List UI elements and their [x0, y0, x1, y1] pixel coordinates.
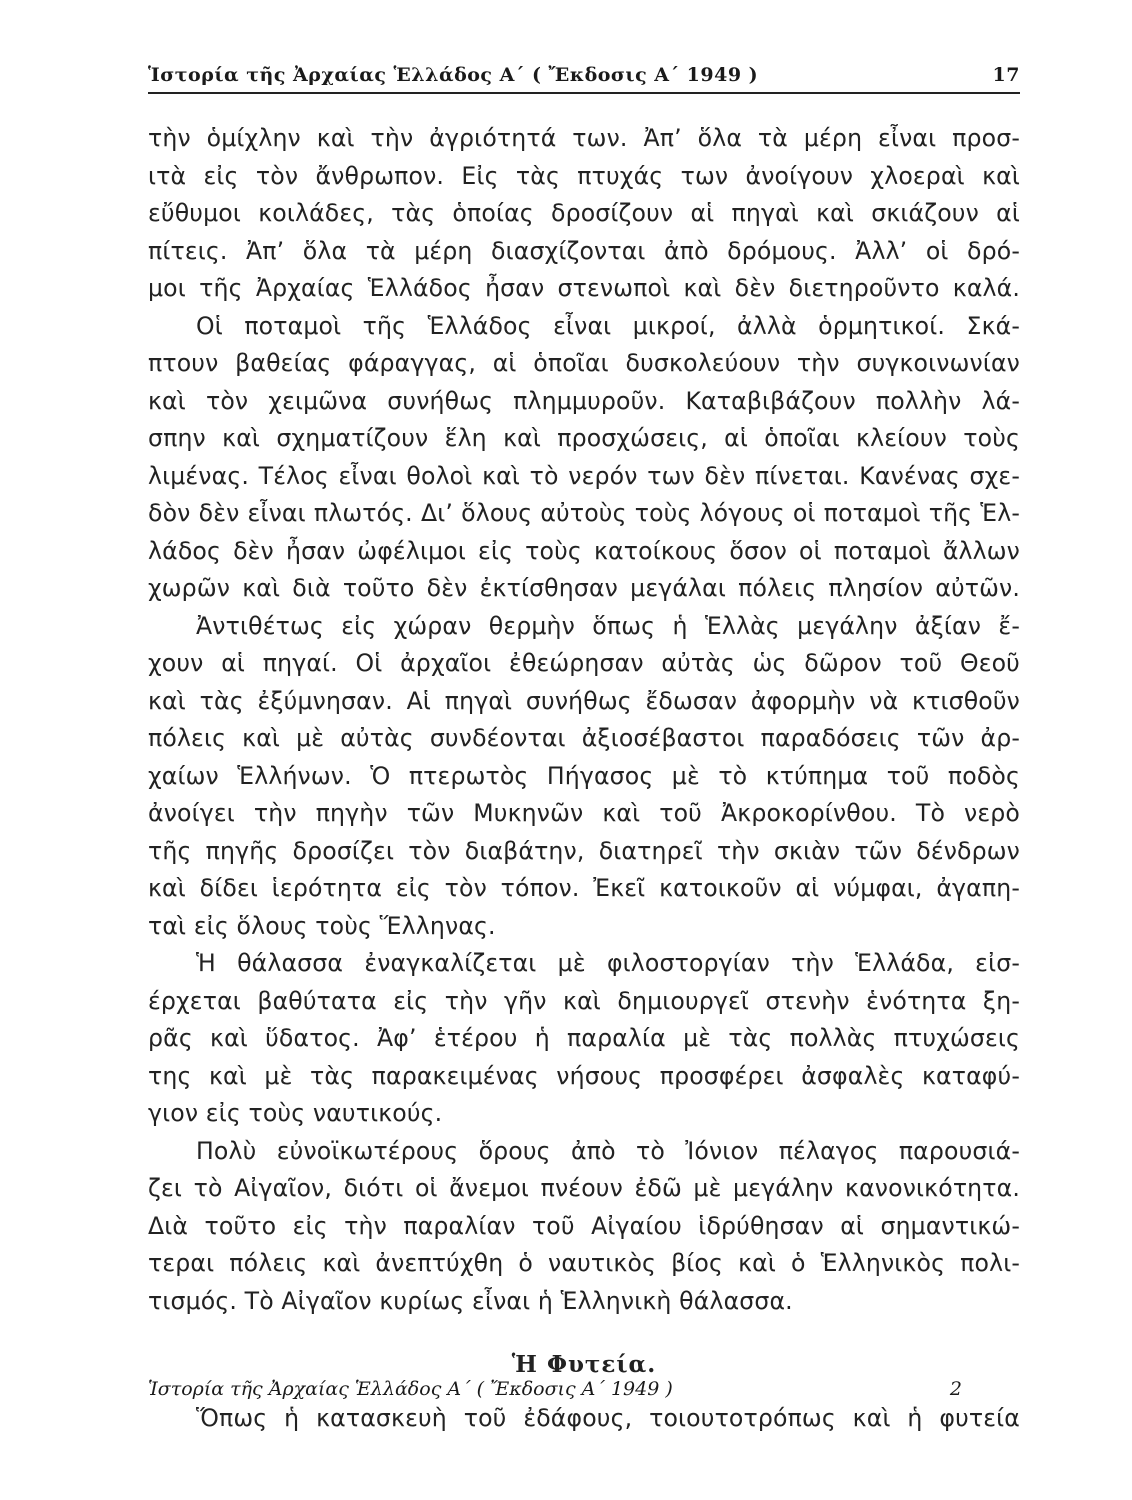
text-line: Ἀντιθέτως εἰς χώραν θερμὴν ὅπως ἡ Ἑλλὰς μεγάλην ἀξίαν ἔ-: [196, 611, 1020, 640]
page-number: 17: [992, 64, 1020, 86]
text-line: Ἡ θάλασσα ἐναγκαλίζεται μὲ φιλοστοργίαν τὴν Ἑλλάδα, εἰσ-: [196, 949, 1020, 977]
text-line: χαίων Ἑλλήνων. Ὁ πτερωτὸς Πήγασος μὲ τὸ κτύπημα τοῦ ποδὸς: [148, 761, 1020, 790]
text-line: λάδος δὲν ἦσαν ὠφέλιμοι εἰς τοὺς κατοίκους ὅσον οἱ ποταμοὶ ἄλλων: [148, 536, 1020, 565]
text-line: δὸν δὲν εἶναι πλωτός. Δι’ ὅλους αὐτοὺς τοὺς λόγους οἱ ποταμοὶ τῆς Ἑλ-: [148, 499, 1020, 527]
text-line: τεραι πόλεις καὶ ἀνεπτύχθη ὁ ναυτικὸς βίος καὶ ὁ Ἑλληνικὸς πολι-: [148, 1249, 1020, 1277]
footer-title: Ἱστορία τῆς Ἀρχαίας Ἑλλάδος Α΄ ( Ἔκδοσις Α΄ 1949 ): [148, 1378, 673, 1400]
text-line: ζει τὸ Αἰγαῖον, διότι οἱ ἄνεμοι πνέουν ἐδῶ μὲ μεγάλην κανονικότητα.: [148, 1174, 1020, 1202]
text-line: τῆς πηγῆς δροσίζει τὸν διαβάτην, διατηρεῖ τὴν σκιὰν τῶν δένδρων: [148, 836, 1020, 865]
header-title: Ἱστορία τῆς Ἀρχαίας Ἑλλάδος Α΄ ( Ἔκδοσις Α΄ 1949 ): [148, 64, 759, 86]
text-line: γιον εἰς τοὺς ναυτικούς.: [148, 1099, 443, 1127]
text-line: τισμός. Τὸ Αἰγαῖον κυρίως εἶναι ἡ Ἑλληνικὴ θάλασσα.: [148, 1286, 793, 1315]
text-line: καὶ τὸν χειμῶνα συνήθως πλημμυροῦν. Καταβιβάζουν πολλὴν λά-: [148, 386, 1020, 415]
text-line: Ὅπως ἡ κατασκευὴ τοῦ ἐδάφους, τοιουτοτρόπως καὶ ἡ φυτεία: [196, 1404, 1020, 1432]
text-line: της καὶ μὲ τὰς παρακειμένας νήσους προσφέρει ἀσφαλὲς καταφύ-: [148, 1061, 1020, 1090]
text-line: τὴν ὁμίχλην καὶ τὴν ἀγριότητά των. Ἀπ’ ὅλα τὰ μέρη εἶναι προσ-: [148, 124, 1020, 152]
text-line: Πολὺ εὐνοϊκωτέρους ὅρους ἀπὸ τὸ Ἰόνιον πέλαγος παρουσιά-: [196, 1136, 1020, 1165]
text-line: χωρῶν καὶ διὰ τοῦτο δὲν ἐκτίσθησαν μεγάλαι πόλεις πλησίον αὐτῶν.: [148, 574, 1020, 602]
text-line: λιμένας. Τέλος εἶναι θολοὶ καὶ τὸ νερόν των δὲν πίνεται. Κανένας σχε-: [148, 461, 1020, 490]
text-line: πίτεις. Ἀπ’ ὅλα τὰ μέρη διασχίζονται ἀπὸ δρόμους. Ἀλλ’ οἱ δρό-: [148, 236, 1020, 265]
text-line: ρᾶς καὶ ὕδατος. Ἀφ’ ἑτέρου ἡ παραλία μὲ τὰς πολλὰς πτυχώσεις: [148, 1024, 1020, 1052]
text-line: εὔθυμοι κοιλάδες, τὰς ὁποίας δροσίζουν αἱ πηγαὶ καὶ σκιάζουν αἱ: [148, 199, 1020, 227]
text-line: έρχεται βαθύτατα εἰς τὴν γῆν καὶ δημιουργεῖ στενὴν ἑνότητα ξη-: [148, 986, 1020, 1015]
footer: [148, 1378, 1020, 1408]
text-line: καὶ τὰς ἐξύμνησαν. Αἱ πηγαὶ συνήθως ἔδωσαν ἀφορμὴν νὰ κτισθοῦν: [148, 686, 1020, 715]
body-text: [148, 120, 1020, 1438]
text-line: καὶ δίδει ἱερότητα εἰς τὸν τόπον. Ἐκεῖ κατοικοῦν αἱ νύμφαι, ἀγαπη-: [148, 874, 1020, 902]
text-line: ἀνοίγει τὴν πηγὴν τῶν Μυκηνῶν καὶ τοῦ Ἀκροκορίνθου. Τὸ νερὸ: [148, 799, 1020, 827]
text-line: ταὶ εἰς ὅλους τοὺς Ἕλληνας.: [148, 911, 496, 940]
text-line: μοι τῆς Ἀρχαίας Ἑλλάδος ἦσαν στενωποὶ καὶ δὲν διετηροῦντο καλά.: [148, 274, 1020, 302]
text-line: Οἱ ποταμοὶ τῆς Ἑλλάδος εἶναι μικροί, ἀλλὰ ὁρμητικοί. Σκά-: [196, 311, 1020, 340]
text-line: πόλεις καὶ μὲ αὐτὰς συνδέονται ἀξιοσέβαστοι παραδόσεις τῶν ἀρ-: [148, 724, 1020, 752]
text-line: Διὰ τοῦτο εἰς τὴν παραλίαν τοῦ Αἰγαίου ἱδρύθησαν αἱ σημαντικώ-: [148, 1211, 1020, 1240]
section-heading: Ἡ Φυτεία.: [511, 1351, 657, 1378]
text-line: χουν αἱ πηγαί. Οἱ ἀρχαῖοι ἐθεώρησαν αὐτὰς ὡς δῶρον τοῦ Θεοῦ: [148, 649, 1020, 677]
text-line: σπην καὶ σχηματίζουν ἕλη καὶ προσχώσεις, αἱ ὁποῖαι κλείουν τοὺς: [148, 424, 1020, 452]
running-header: [148, 60, 1020, 94]
text-line: πτουν βαθείας φάραγγας, αἱ ὁποῖαι δυσκολεύουν τὴν συγκοινωνίαν: [148, 349, 1020, 377]
signature-mark: 2: [949, 1378, 962, 1400]
text-line: ιτὰ εἰς τὸν ἄνθρωπον. Εἰς τὰς πτυχάς των ἀνοίγουν χλοεραὶ καὶ: [148, 161, 1020, 190]
